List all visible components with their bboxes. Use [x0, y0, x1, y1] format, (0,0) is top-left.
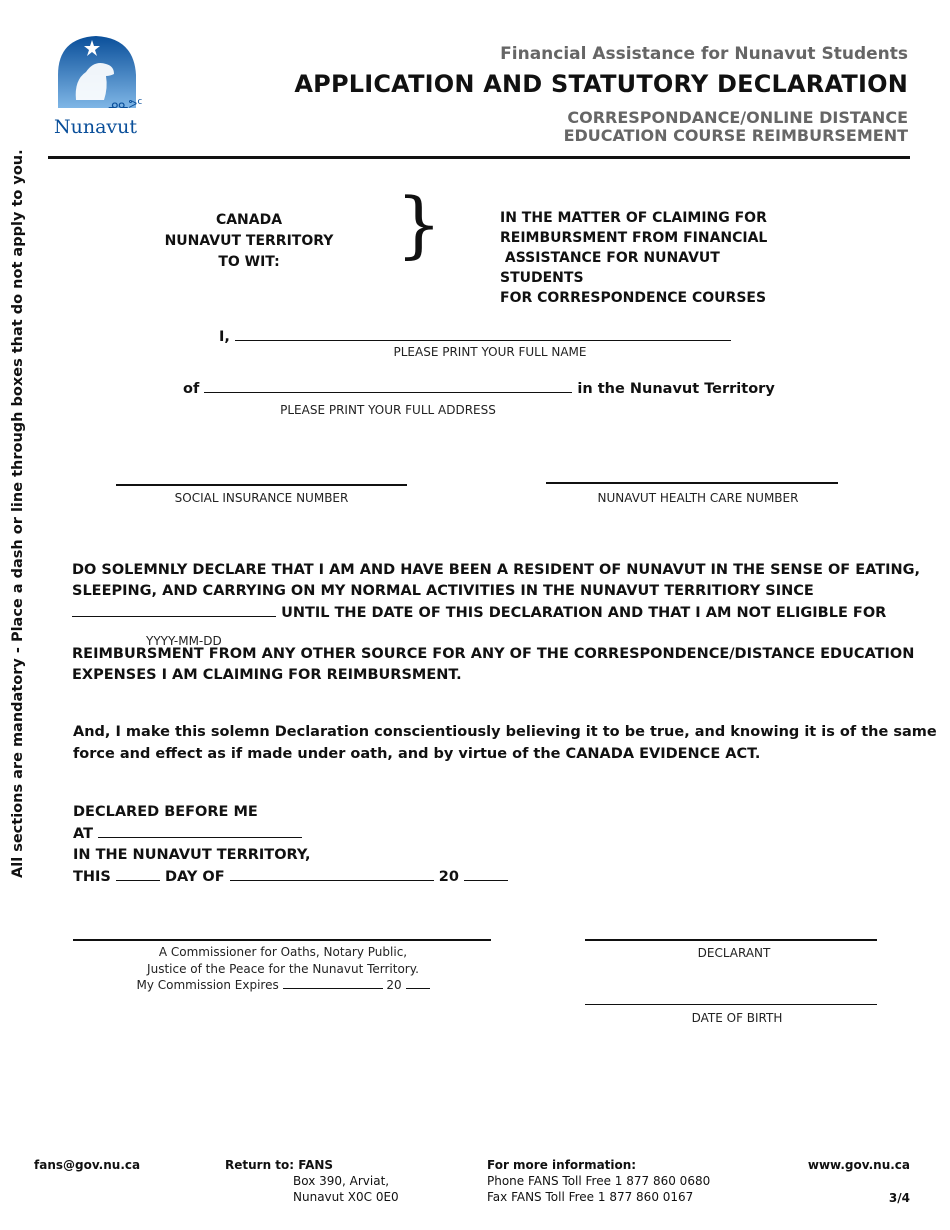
declared-block	[73, 802, 508, 888]
page-title: APPLICATION AND STATUTORY DECLARATION	[294, 70, 908, 98]
declared-date-row	[73, 866, 508, 888]
declaration-line-2: SLEEPING, AND CARRYING ON MY NORMAL ACTIVITIES IN THE NUNAVUT TERRITIORY SINCE	[72, 583, 814, 599]
declaration-line-3-text: UNTIL THE DATE OF THIS DECLARATION AND THAT I AM NOT ELIGIBLE FOR	[281, 605, 887, 621]
info-fax: Fax FANS Toll Free 1 877 860 0167	[487, 1190, 694, 1204]
address-row	[183, 378, 775, 397]
jurisdiction-line-1: CANADA	[215, 212, 283, 228]
commissioner-line-1: A Commissioner for Oaths, Notary Public,	[158, 945, 408, 959]
this-label: THIS	[73, 869, 111, 885]
info-phone: Phone FANS Toll Free 1 877 860 0680	[487, 1174, 711, 1188]
commissioner-line-2: Justice of the Peace for the Nunavut Territory.	[147, 961, 419, 976]
brace: }	[396, 182, 442, 266]
declaration-line-4: REIMBURSMENT FROM ANY OTHER SOURCE FOR ANY OF THE CORRESPONDENCE/DISTANCE EDUCATION	[72, 646, 915, 662]
logo-wordmark: Nunavut	[54, 116, 138, 138]
day-field[interactable]	[116, 866, 160, 881]
dob-caption: DATE OF BIRTH	[691, 1011, 783, 1025]
sin-field[interactable]	[116, 484, 407, 486]
matter-line-3: ASSISTANCE FOR NUNAVUT	[500, 250, 720, 266]
full-name-field[interactable]	[235, 326, 731, 341]
declaration-line-5: EXPENSES I AM CLAIMING FOR REIMBURSMENT.	[72, 667, 462, 683]
info-label: For more information:	[487, 1158, 637, 1172]
footer-email[interactable]: fans@gov.nu.ca	[34, 1158, 141, 1172]
declared-line-3: IN THE NUNAVUT TERRITORY,	[73, 847, 311, 863]
declarant-signature-field[interactable]	[585, 939, 877, 941]
year-prefix: 20	[438, 869, 459, 885]
matter-line-5: FOR CORRESPONDENCE COURSES	[500, 290, 767, 306]
full-address-field[interactable]	[204, 378, 572, 393]
day-of-label: DAY OF	[165, 869, 225, 885]
footer-return	[225, 1157, 399, 1205]
header-rule	[48, 156, 910, 159]
name-caption: PLEASE PRINT YOUR FULL NAME	[393, 345, 587, 359]
nunavut-logo	[48, 30, 144, 142]
commission-expires-row	[130, 977, 436, 994]
page-subtitle	[564, 109, 908, 145]
return-label: Return to: FANS	[225, 1158, 334, 1172]
date-of-birth-field[interactable]	[585, 1004, 877, 1005]
commission-year-prefix: 20	[386, 978, 402, 992]
matter-line-2: REIMBURSMENT FROM FINANCIAL	[500, 230, 768, 246]
date-format-hint: YYYY-MM-DD	[146, 634, 222, 648]
footer-info	[487, 1157, 710, 1205]
resident-since-date-field[interactable]	[72, 602, 276, 617]
matter-block	[500, 208, 767, 308]
declaration-line-1: DO SOLEMNLY DECLARE THAT I AM AND HAVE BEEN A RESIDENT OF NUNAVUT IN THE SENSE OF EATING,	[72, 562, 921, 578]
declarant-caption: DECLARANT	[697, 946, 771, 960]
name-prefix: I,	[219, 329, 230, 345]
solemn-line-1: And, I make this solemn Declaration conscientiously believing it to be true, and knowing it is of the same	[73, 724, 937, 740]
subtitle-line-1: CORRESPONDANCE/ONLINE DISTANCE	[567, 108, 908, 127]
jurisdiction-line-2: NUNAVUT TERRITORY	[164, 233, 334, 249]
health-care-number-field[interactable]	[546, 482, 838, 484]
declared-at-field[interactable]	[98, 823, 302, 838]
commission-expires-label: My Commission Expires	[136, 978, 279, 992]
address-caption: PLEASE PRINT YOUR FULL ADDRESS	[280, 403, 496, 417]
address-suffix: in the Nunavut Territory	[577, 381, 775, 397]
commission-expires-field[interactable]	[283, 977, 383, 989]
solemn-line-2: force and effect as if made under oath, and by virtue of the CANADA EVIDENCE ACT.	[73, 746, 761, 762]
return-line-3: Nunavut X0C 0E0	[293, 1190, 399, 1204]
sin-caption: SOCIAL INSURANCE NUMBER	[174, 491, 349, 505]
commissioner-block	[130, 944, 436, 994]
year-field[interactable]	[464, 866, 508, 881]
address-prefix: of	[183, 381, 200, 397]
matter-line-1: IN THE MATTER OF CLAIMING FOR	[500, 210, 767, 226]
declaration-line-3	[72, 602, 887, 624]
solemn-declaration	[73, 721, 937, 765]
declaration-text	[72, 560, 921, 624]
declared-line-1: DECLARED BEFORE ME	[73, 804, 258, 820]
svg-text:ᓄᓇᕗᑦ: ᓄᓇᕗᑦ	[108, 97, 143, 111]
side-note: All sections are mandatory - Place a dash or line through boxes that do not apply to you.	[10, 149, 26, 878]
matter-line-4: STUDENTS	[500, 270, 584, 286]
declared-at-label: AT	[73, 826, 93, 842]
commission-year-field[interactable]	[406, 977, 430, 989]
month-field[interactable]	[230, 866, 434, 881]
footer-website[interactable]: www.gov.nu.ca	[807, 1158, 910, 1172]
name-row	[219, 326, 731, 345]
declaration-text-2	[72, 644, 915, 686]
jurisdiction-block	[160, 210, 338, 273]
jurisdiction-line-3: TO WIT:	[218, 254, 280, 270]
health-caption: NUNAVUT HEALTH CARE NUMBER	[597, 491, 799, 505]
page-number: 3/4	[888, 1191, 910, 1205]
declared-at-row	[73, 823, 508, 845]
program-name: Financial Assistance for Nunavut Students	[500, 44, 908, 64]
commissioner-signature-field[interactable]	[73, 939, 491, 941]
return-line-2: Box 390, Arviat,	[293, 1174, 390, 1188]
subtitle-line-2: EDUCATION COURSE REIMBURSEMENT	[563, 126, 908, 145]
